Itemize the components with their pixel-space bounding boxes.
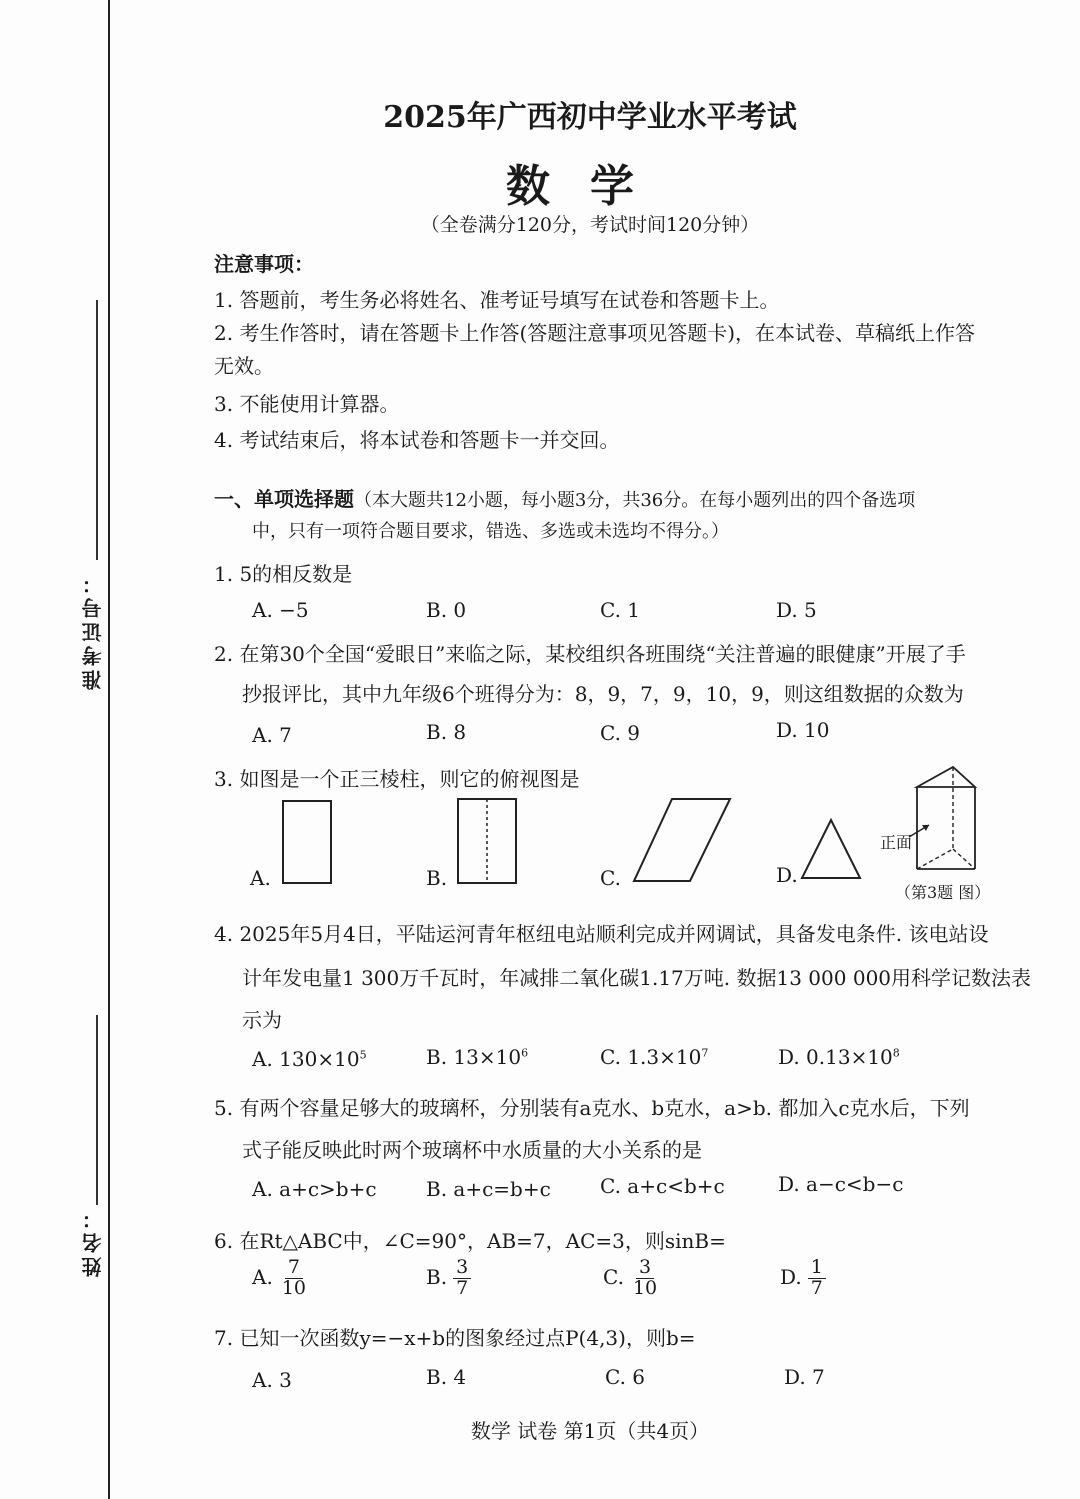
q3-option-a-figure	[282, 800, 332, 884]
q3-option-b-figure	[457, 798, 517, 884]
q4-option-c: C. $1.3\times 10^7$	[600, 1045, 709, 1069]
q6-d-fraction: $\frac{1}{7}$	[808, 1258, 826, 1299]
q4-stem-2: 计年发电量1 300万千瓦时，年减排二氧化碳1.17万吨. 数据13 000 000用科学记数法表	[242, 966, 1032, 990]
q3-option-a: A.	[250, 866, 271, 890]
q2-option-a: A. 7	[252, 723, 292, 747]
q5-option-a: A. a+c>b+c	[252, 1177, 377, 1201]
page-footer: 数学 试卷 第1页（共4页）	[470, 1419, 710, 1443]
q3-option-c: C.	[600, 866, 621, 890]
q3-option-b: B.	[426, 866, 448, 890]
notice-heading: 注意事项：	[214, 252, 314, 276]
q6-a-fraction: $\frac{7}{10}$	[281, 1256, 306, 1299]
q5-option-d: D. a−c<b−c	[778, 1172, 904, 1196]
q6-b-fraction: $\frac{3}{7}$	[453, 1258, 471, 1299]
q3-option-c-figure	[632, 797, 732, 883]
q3-prism-figure	[915, 765, 980, 873]
id-number-label: 准考证号：	[81, 570, 105, 690]
q7-option-b: B. 4	[426, 1365, 467, 1389]
q2-option-d: D. 10	[776, 718, 830, 742]
q5-option-b: B. a+c=b+c	[426, 1177, 551, 1201]
id-number-line	[96, 300, 98, 560]
notice-item-4: 4. 考试结束后，将本试卷和答题卡一并交回。	[214, 428, 620, 452]
name-line	[96, 1015, 98, 1205]
section-1-heading: 一、单项选择题	[214, 487, 354, 511]
q7-option-d: D. 7	[784, 1365, 825, 1389]
q1-option-c: C. 1	[600, 598, 641, 622]
q7-option-c: C. 6	[605, 1365, 646, 1389]
notice-item-2: 2. 考生作答时，请在答题卡上作答(答题注意事项见答题卡)，在本试卷、草稿纸上作答	[214, 321, 976, 345]
section-1-desc: （本大题共12小题，每小题3分，共36分。在每小题列出的四个备选项	[354, 490, 916, 511]
exam-info: （全卷满分120分，考试时间120分钟）	[420, 214, 760, 236]
q6-option-b: B. $\frac{3}{7}$	[426, 1258, 471, 1299]
q1-option-a: A. −5	[252, 598, 309, 622]
q4-option-a: A. $130\times 10^5$	[252, 1047, 367, 1071]
notice-item-3: 3. 不能使用计算器。	[214, 392, 400, 416]
q2-stem-2: 抄报评比，其中九年级6个班得分为：8，9，7，9，10，9，则这组数据的众数为	[242, 682, 964, 706]
q3-option-d-figure	[800, 818, 862, 880]
notice-item-1: 1. 答题前，考生务必将姓名、准考证号填写在试卷和答题卡上。	[214, 288, 780, 312]
q1-stem: 1. 5的相反数是	[214, 562, 353, 586]
q6-option-d: D. $\frac{1}{7}$	[780, 1258, 826, 1299]
q2-stem-1: 2. 在第30个全国“爱眼日”来临之际，某校组织各班围绕“关注普遍的眼健康”开展了手	[214, 642, 966, 666]
subject-title: 数学	[506, 161, 674, 212]
q3-d-triangle	[802, 820, 860, 878]
section-1-desc-2: 中，只有一项符合题目要求，错选、多选或未选均不得分。）	[252, 521, 729, 542]
q6-option-a: A. $\frac{7}{10}$	[252, 1258, 309, 1299]
q6-option-c: C. $\frac{3}{10}$	[603, 1258, 660, 1299]
q7-option-a: A. 3	[252, 1368, 292, 1392]
q4-option-d: D. $0.13\times 10^8$	[778, 1045, 900, 1069]
exam-title: 2025年广西初中学业水平考试	[383, 100, 797, 135]
section-1-header	[214, 483, 915, 512]
q4-stem-1: 4. 2025年5月4日，平陆运河青年枢纽电站顺利完成并网调试，具备发电条件. 该电站设	[214, 922, 989, 946]
q6-stem: 6. 在Rt△ABC中，∠C=90°，AB=7，AC=3，则sinB=	[214, 1229, 726, 1253]
prism-top-face	[917, 767, 975, 787]
q7-stem: 7. 已知一次函数y=−x+b的图象经过点P(4,3)，则b=	[214, 1326, 696, 1350]
q4-option-b: B. $13\times 10^6$	[426, 1045, 529, 1069]
q3-figure-caption: （第3题 图）	[895, 883, 991, 902]
name-label: 姓名：	[81, 1205, 105, 1277]
q3-a-rectangle	[283, 801, 331, 883]
q5-option-c: C. a+c<b+c	[600, 1174, 725, 1198]
q1-option-d: D. 5	[776, 598, 817, 622]
q3-front-label: 正面	[880, 833, 913, 852]
q2-option-c: C. 9	[600, 721, 641, 745]
q3-option-d: D.	[776, 863, 798, 887]
q5-stem-1: 5. 有两个容量足够大的玻璃杯，分别装有a克水、b克水，a>b. 都加入c克水后，下列	[214, 1096, 970, 1120]
notice-item-2-cont: 无效。	[214, 354, 274, 378]
q4-stem-3: 示为	[242, 1008, 282, 1032]
q1-option-b: B. 0	[426, 598, 467, 622]
q3-stem: 3. 如图是一个正三棱柱，则它的俯视图是	[214, 767, 580, 791]
q6-c-fraction: $\frac{3}{10}$	[632, 1256, 658, 1299]
q3-c-parallelogram	[634, 799, 730, 881]
q2-option-b: B. 8	[426, 720, 467, 744]
q5-stem-2: 式子能反映此时两个玻璃杯中水质量的大小关系的是	[242, 1138, 702, 1162]
